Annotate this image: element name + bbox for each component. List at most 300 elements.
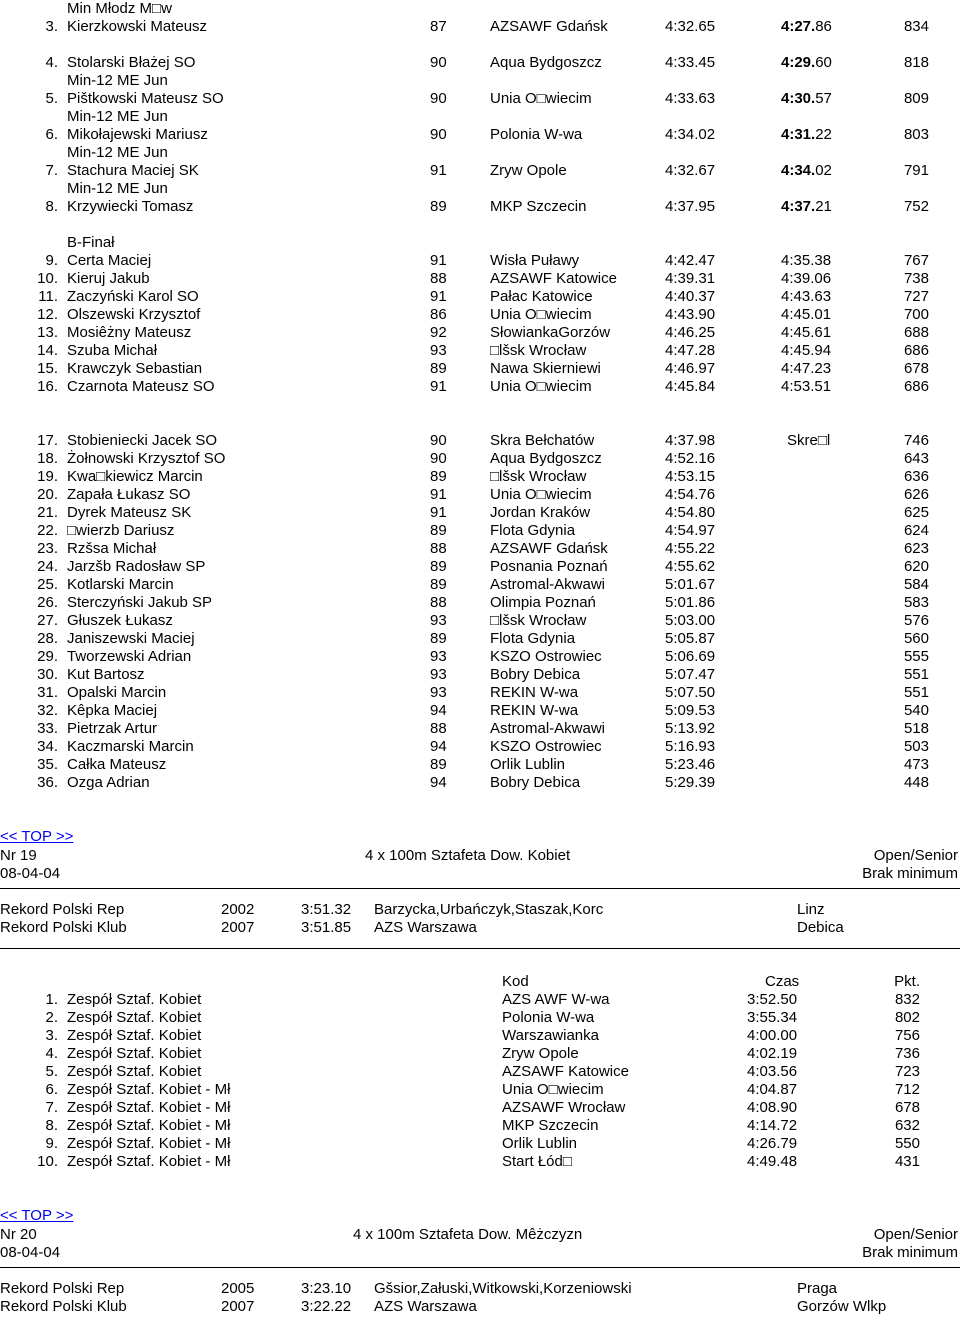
team-name: Zespół Sztaf. Kobiet - Mł (67, 1099, 231, 1116)
athlete-name: Kotlarski Marcin (67, 576, 174, 593)
athlete-name: Kêpka Maciej (67, 702, 158, 719)
place: 7. (45, 162, 58, 179)
club: AZSAWF Gdańsk (490, 540, 608, 557)
table-row (0, 991, 960, 1009)
table-row (0, 576, 960, 594)
heat-time: 4:37.95 (665, 198, 716, 215)
record-place: Debica (797, 919, 844, 936)
sub-label-row (0, 108, 960, 126)
club: Bobry Debica (490, 666, 581, 683)
record-label: Rekord Polski Rep (0, 1280, 125, 1297)
points: 712 (894, 1081, 920, 1098)
col-header-pkt: Pkt. (894, 973, 920, 990)
place: 22. (37, 522, 58, 539)
place: 10. (37, 1153, 58, 1170)
heat-time: 5:29.39 (665, 774, 716, 791)
club: □lšsk Wrocław (490, 342, 587, 359)
place: 21. (37, 504, 58, 521)
birth-year: 93 (430, 342, 447, 359)
record-time: 3:51.32 (301, 901, 352, 918)
table-row (0, 1153, 960, 1171)
heat-time: 4:53.15 (665, 468, 716, 485)
final-time-hundredths: 22 (815, 126, 832, 143)
event-title: 4 x 100m Sztafeta Dow. Mêżczyzn (353, 1226, 583, 1243)
final-time (781, 54, 832, 72)
heat-time: 4:55.62 (665, 558, 716, 575)
points: 686 (903, 378, 929, 395)
birth-year: 89 (430, 630, 447, 647)
points: 643 (903, 450, 929, 467)
athlete-name: Krzywiecki Tomasz (67, 198, 194, 215)
athlete-name: Stolarski Błażej SO (67, 54, 196, 71)
athlete-name: Jarzšb Radosław SP (67, 558, 206, 575)
record-place: Gorzów Wlkp (797, 1298, 887, 1315)
final-time-main: 4:27. (781, 18, 816, 35)
birth-year: 90 (430, 450, 447, 467)
table-row (0, 252, 960, 270)
sub-label: Min-12 ME Jun (67, 180, 168, 197)
sub-label-row (0, 72, 960, 90)
points: 767 (903, 252, 929, 269)
club: Unia O□wiecim (502, 1081, 604, 1098)
team-name: Zespół Sztaf. Kobiet - Mł (67, 1153, 231, 1170)
event-title: 4 x 100m Sztafeta Dow. Kobiet (365, 847, 571, 864)
place: 31. (37, 684, 58, 701)
athlete-name: □wierzb Dariusz (67, 522, 175, 539)
table-row (0, 126, 960, 144)
club: AZS AWF W-wa (502, 991, 610, 1008)
final-time (781, 198, 832, 216)
final-time-main: 4:31. (781, 126, 816, 143)
birth-year: 89 (430, 468, 447, 485)
place: 1. (45, 991, 58, 1008)
birth-year: 89 (430, 558, 447, 575)
place: 17. (37, 432, 58, 449)
record-row (0, 901, 960, 919)
club: AZSAWF Katowice (502, 1063, 629, 1080)
record-year: 2007 (221, 1298, 255, 1315)
final-time-hundredths: 60 (815, 54, 832, 71)
points: 551 (903, 666, 929, 683)
event-category: Open/Senior (873, 1226, 958, 1243)
team-name: Zespół Sztaf. Kobiet (67, 1063, 202, 1080)
heat-time: 4:32.65 (665, 18, 716, 35)
club: Polonia W-wa (490, 126, 583, 143)
points: 555 (903, 648, 929, 665)
time: 4:00.00 (747, 1027, 798, 1044)
athlete-name: Pištkowski Mateusz SO (67, 90, 224, 107)
club: Unia O□wiecim (490, 306, 592, 323)
points: 803 (903, 126, 929, 143)
place: 12. (37, 306, 58, 323)
club: AZSAWF Katowice (490, 270, 617, 287)
athlete-name: Kaczmarski Marcin (67, 738, 194, 755)
final-time: 4:39.06 (781, 270, 832, 287)
birth-year: 91 (430, 162, 447, 179)
athlete-name: Kwa□kiewicz Marcin (67, 468, 203, 485)
points: 632 (894, 1117, 920, 1134)
heat-time: 4:46.25 (665, 324, 716, 341)
time: 4:02.19 (747, 1045, 798, 1062)
place: 23. (37, 540, 58, 557)
event19-header-row (0, 847, 960, 865)
heat-time: 5:06.69 (665, 648, 716, 665)
club: Unia O□wiecim (490, 486, 592, 503)
sub-label: Min-12 ME Jun (67, 72, 168, 89)
points: 802 (894, 1009, 920, 1026)
heat-time: 4:55.22 (665, 540, 716, 557)
final-time-hundredths: 86 (815, 18, 832, 35)
birth-year: 89 (430, 756, 447, 773)
club: Astromal-Akwawi (490, 576, 606, 593)
club: Warszawianka (502, 1027, 599, 1044)
table-row (0, 612, 960, 630)
table-row (0, 270, 960, 288)
club: Polonia W-wa (502, 1009, 595, 1026)
birth-year: 89 (430, 522, 447, 539)
points: 688 (903, 324, 929, 341)
club: Flota Gdynia (490, 630, 576, 647)
heat-time: 5:01.86 (665, 594, 716, 611)
athlete-name: Rzšsa Michał (67, 540, 157, 557)
record-label: Rekord Polski Rep (0, 901, 125, 918)
points: 623 (903, 540, 929, 557)
points: 518 (903, 720, 929, 737)
final-time-main: 4:30. (781, 90, 816, 107)
divider (0, 1267, 960, 1268)
points: 584 (903, 576, 929, 593)
points: 560 (903, 630, 929, 647)
table-row (0, 1135, 960, 1153)
athlete-name: Krawczyk Sebastian (67, 360, 203, 377)
event-minimum: Brak minimum (862, 865, 958, 882)
event-category: Open/Senior (873, 847, 958, 864)
athlete-name: Dyrek Mateusz SK (67, 504, 192, 521)
athlete-name: Zaczyński Karol SO (67, 288, 199, 305)
table-row (0, 684, 960, 702)
birth-year: 87 (430, 18, 447, 35)
place: 11. (38, 288, 58, 305)
place: 20. (37, 486, 58, 503)
heat-time: 5:05.87 (665, 630, 716, 647)
table-row (0, 630, 960, 648)
event-minimum: Brak minimum (862, 1244, 958, 1261)
place: 16. (37, 378, 58, 395)
record-holder: AZS Warszawa (374, 1298, 477, 1315)
place: 27. (37, 612, 58, 629)
birth-year: 90 (430, 90, 447, 107)
finalb-label-row (0, 234, 960, 252)
final-time: 4:45.01 (781, 306, 832, 323)
final-time-main: 4:34. (781, 162, 816, 179)
event19-col-headers (0, 973, 960, 991)
athlete-name: Głuszek Łukasz (67, 612, 173, 629)
time: 4:26.79 (747, 1135, 798, 1152)
event19-date-row (0, 865, 960, 883)
record-year: 2002 (221, 901, 255, 918)
heat-time: 5:09.53 (665, 702, 716, 719)
athlete-name: Kut Bartosz (67, 666, 145, 683)
athlete-name: Szuba Michał (67, 342, 158, 359)
final-time (781, 18, 832, 36)
place: 2. (45, 1009, 58, 1026)
final-time: 4:45.61 (781, 324, 832, 341)
heat-time: 4:52.16 (665, 450, 716, 467)
place: 32. (37, 702, 58, 719)
club: Posnania Poznań (490, 558, 608, 575)
heat-time: 4:33.45 (665, 54, 716, 71)
birth-year: 86 (430, 306, 447, 323)
birth-year: 91 (430, 378, 447, 395)
place: 35. (37, 756, 58, 773)
top-link[interactable]: << TOP >> (0, 828, 74, 845)
event-date: 08-04-04 (0, 865, 61, 882)
table-row (0, 162, 960, 180)
place: 10. (37, 270, 58, 287)
points: 809 (903, 90, 929, 107)
birth-year: 88 (430, 270, 447, 287)
record-time: 3:22.22 (301, 1298, 352, 1315)
points: 738 (903, 270, 929, 287)
points: 686 (903, 342, 929, 359)
heat-time: 4:43.90 (665, 306, 716, 323)
final-time: 4:47.23 (781, 360, 832, 377)
place: 8. (45, 1117, 58, 1134)
points: 551 (903, 684, 929, 701)
time: 3:52.50 (747, 991, 798, 1008)
birth-year: 94 (430, 774, 447, 791)
final-time: 4:43.63 (781, 288, 832, 305)
divider (0, 948, 960, 949)
table-row (0, 18, 960, 36)
heat-time: 4:54.97 (665, 522, 716, 539)
table-row (0, 486, 960, 504)
event-number: Nr 20 (0, 1226, 37, 1243)
sub-label-row (0, 180, 960, 198)
record-label: Rekord Polski Klub (0, 919, 127, 936)
heat-time: 5:07.50 (665, 684, 716, 701)
athlete-name: Janiszewski Maciej (67, 630, 195, 647)
points: 832 (894, 991, 920, 1008)
final-time (781, 126, 832, 144)
club: Wisła Puławy (490, 252, 580, 269)
record-holder: AZS Warszawa (374, 919, 477, 936)
final-time-hundredths: 57 (815, 90, 832, 107)
points: 625 (903, 504, 929, 521)
record-row (0, 1298, 960, 1316)
points: 752 (903, 198, 929, 215)
club: Unia O□wiecim (490, 90, 592, 107)
heat-time: 5:13.92 (665, 720, 716, 737)
place: 9. (45, 252, 58, 269)
club: Nawa Skierniewi (490, 360, 601, 377)
points: 636 (903, 468, 929, 485)
event-date: 08-04-04 (0, 1244, 61, 1261)
team-name: Zespół Sztaf. Kobiet (67, 1045, 202, 1062)
top-fragment-row (0, 0, 960, 18)
place: 5. (45, 90, 58, 107)
heat-time: 5:07.47 (665, 666, 716, 683)
time: 4:14.72 (747, 1117, 798, 1134)
points: 626 (903, 486, 929, 503)
points: 756 (894, 1027, 920, 1044)
club: AZSAWF Wrocław (502, 1099, 626, 1116)
birth-year: 91 (430, 504, 447, 521)
athlete-name: Olszewski Krzysztof (67, 306, 201, 323)
record-holder: Barzycka,Urbańczyk,Staszak,Korc (374, 901, 604, 918)
team-name: Zespół Sztaf. Kobiet (67, 1009, 202, 1026)
birth-year: 89 (430, 576, 447, 593)
table-row (0, 468, 960, 486)
heat-time: 4:32.67 (665, 162, 716, 179)
table-row (0, 360, 960, 378)
club: MKP Szczecin (490, 198, 587, 215)
team-name: Zespół Sztaf. Kobiet - Mł (67, 1117, 231, 1134)
club: Orlik Lublin (490, 756, 566, 773)
athlete-name: Mikołajewski Mariusz (67, 126, 208, 143)
place: 30. (37, 666, 58, 683)
final-time-hundredths: 02 (815, 162, 832, 179)
record-place: Linz (797, 901, 825, 918)
table-row (0, 540, 960, 558)
heat-time: 4:47.28 (665, 342, 716, 359)
club: SłowiankaGorzów (490, 324, 611, 341)
points: 746 (903, 432, 929, 449)
time: 3:55.34 (747, 1009, 798, 1026)
place: 15. (37, 360, 58, 377)
finalb-label: B-Finał (67, 234, 115, 251)
table-row (0, 720, 960, 738)
table-row (0, 648, 960, 666)
record-year: 2007 (221, 919, 255, 936)
heat-time: 4:37.98 (665, 432, 716, 449)
club: Start Łód□ (502, 1153, 572, 1170)
points: 834 (903, 18, 929, 35)
final-time: 4:45.94 (781, 342, 832, 359)
birth-year: 93 (430, 666, 447, 683)
heat-time: 4:34.02 (665, 126, 716, 143)
points: 473 (903, 756, 929, 773)
time: 4:03.56 (747, 1063, 798, 1080)
birth-year: 94 (430, 738, 447, 755)
event20-toplink-row (0, 1207, 960, 1225)
table-row (0, 450, 960, 468)
club: REKIN W-wa (490, 702, 579, 719)
points: 620 (903, 558, 929, 575)
time: 4:08.90 (747, 1099, 798, 1116)
athlete-name: Stobieniecki Jacek SO (67, 432, 218, 449)
sub-label: Min Młodz M□w (67, 0, 172, 17)
place: 26. (37, 594, 58, 611)
col-header-kod: Kod (502, 973, 529, 990)
status-note: Skre□l (787, 432, 831, 449)
table-row (0, 1009, 960, 1027)
record-row (0, 919, 960, 937)
birth-year: 90 (430, 54, 447, 71)
sub-label: Min-12 ME Jun (67, 144, 168, 161)
athlete-name: Opalski Marcin (67, 684, 167, 701)
club: Pałac Katowice (490, 288, 593, 305)
place: 5. (45, 1063, 58, 1080)
event20-header-row (0, 1226, 960, 1244)
birth-year: 88 (430, 594, 447, 611)
final-time: 4:35.38 (781, 252, 832, 269)
record-row (0, 1280, 960, 1298)
event20-date-row (0, 1244, 960, 1262)
heat-time: 5:03.00 (665, 612, 716, 629)
top-link[interactable]: << TOP >> (0, 1207, 74, 1224)
event-number: Nr 19 (0, 847, 37, 864)
heat-time: 4:39.31 (665, 270, 716, 287)
club: Zryw Opole (490, 162, 567, 179)
table-row (0, 324, 960, 342)
birth-year: 88 (430, 720, 447, 737)
birth-year: 90 (430, 126, 447, 143)
place: 24. (37, 558, 58, 575)
time: 4:04.87 (747, 1081, 798, 1098)
table-row (0, 306, 960, 324)
table-row (0, 1099, 960, 1117)
place: 19. (37, 468, 58, 485)
birth-year: 90 (430, 432, 447, 449)
final-time-main: 4:29. (781, 54, 816, 71)
place: 8. (45, 198, 58, 215)
table-row (0, 594, 960, 612)
col-header-czas: Czas (765, 973, 800, 990)
heat-time: 4:54.80 (665, 504, 716, 521)
club: KSZO Ostrowiec (490, 738, 602, 755)
place: 13. (37, 324, 58, 341)
table-row (0, 342, 960, 360)
heat-time: 4:46.97 (665, 360, 716, 377)
birth-year: 93 (430, 684, 447, 701)
club: AZSAWF Gdańsk (490, 18, 608, 35)
points: 576 (903, 612, 929, 629)
table-row (0, 1117, 960, 1135)
points: 678 (894, 1099, 920, 1116)
place: 3. (45, 1027, 58, 1044)
final-time-hundredths: 21 (815, 198, 832, 215)
place: 28. (37, 630, 58, 647)
team-name: Zespół Sztaf. Kobiet - Mł (67, 1081, 231, 1098)
athlete-name: Całka Mateusz (67, 756, 167, 773)
club: Aqua Bydgoszcz (490, 54, 602, 71)
table-row (0, 774, 960, 792)
place: 4. (45, 54, 58, 71)
place: 25. (37, 576, 58, 593)
points: 727 (903, 288, 929, 305)
points: 791 (903, 162, 929, 179)
table-row (0, 1063, 960, 1081)
club: □lšsk Wrocław (490, 612, 587, 629)
record-year: 2005 (221, 1280, 255, 1297)
team-name: Zespół Sztaf. Kobiet (67, 1027, 202, 1044)
birth-year: 91 (430, 288, 447, 305)
table-row (0, 504, 960, 522)
points: 583 (903, 594, 929, 611)
athlete-name: Certa Maciej (67, 252, 152, 269)
sub-label-row (0, 144, 960, 162)
table-row (0, 432, 960, 450)
table-row (0, 522, 960, 540)
table-row (0, 738, 960, 756)
place: 33. (37, 720, 58, 737)
club: Aqua Bydgoszcz (490, 450, 602, 467)
table-row (0, 90, 960, 108)
club: Bobry Debica (490, 774, 581, 791)
club: Astromal-Akwawi (490, 720, 606, 737)
club: Unia O□wiecim (490, 378, 592, 395)
